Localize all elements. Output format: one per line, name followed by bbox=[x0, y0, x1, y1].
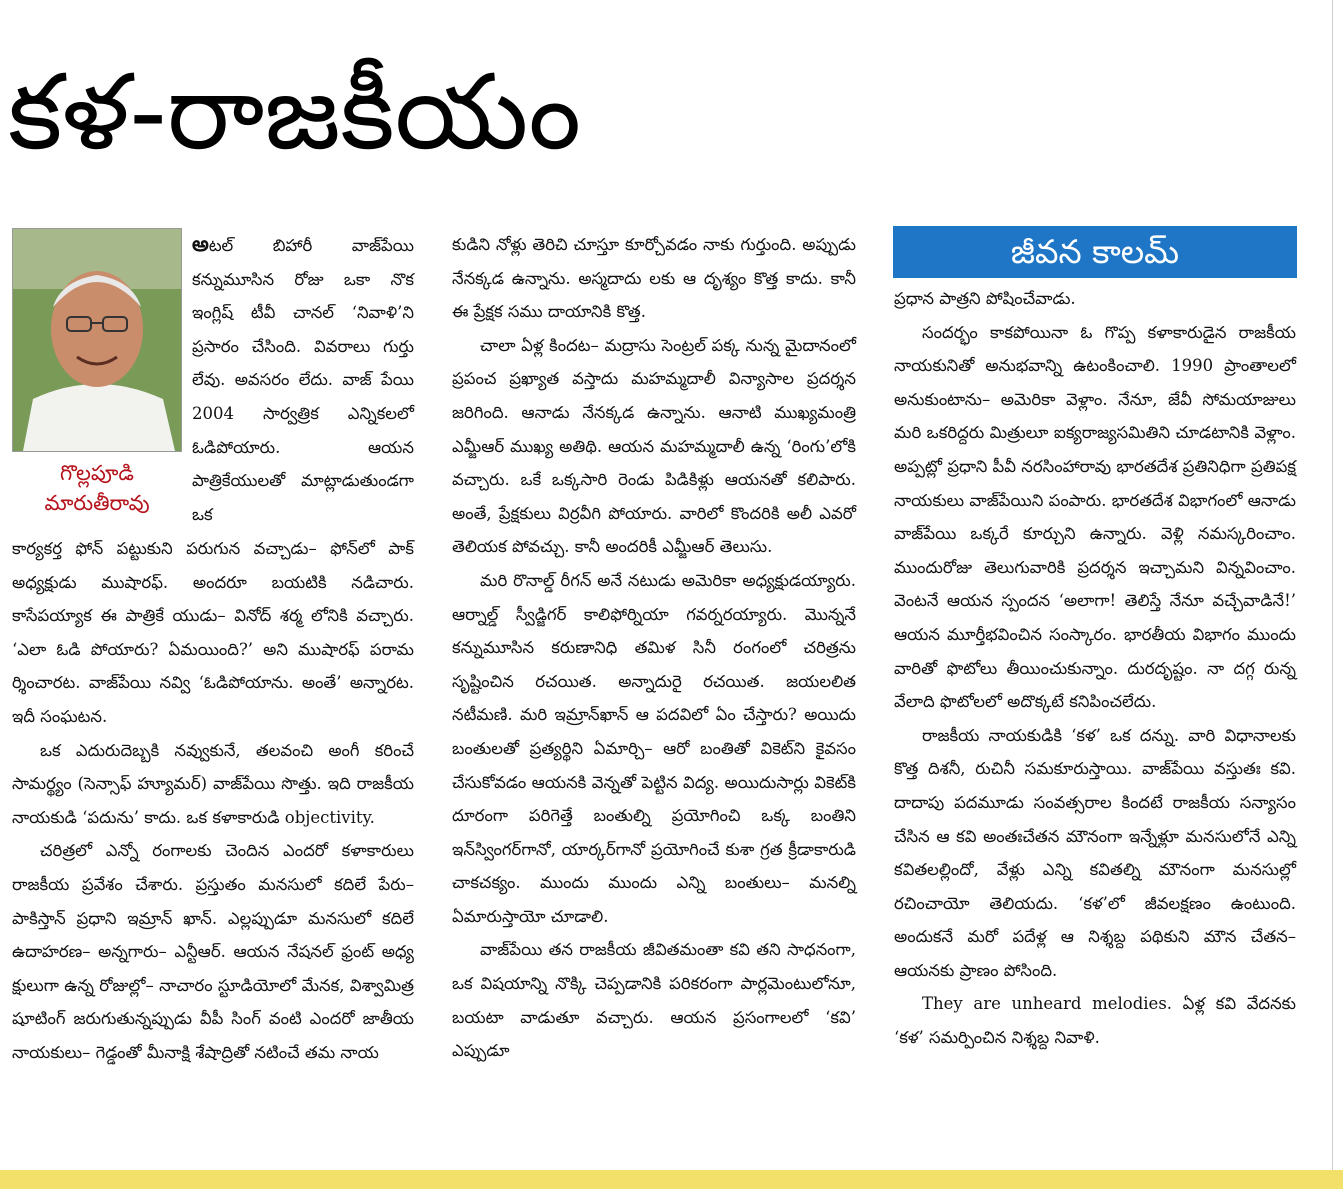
column-1-bottom bbox=[12, 532, 414, 1070]
author-name-line1: గొల్లపూడి bbox=[60, 461, 134, 485]
paragraph: మరి రొనాల్డ్ రీగన్ అనే నటుడు అమెరికా అధ్యక్షుడయ్యారు. ఆర్నాల్డ్ స్వీడ్జిగర్ కాలిఫోర్నియా గవర్నరయ్యారు. మొన్ననే కన్నుమూసిన కరుణానిధి తమిళ సినీ రంగంలో చరిత్రను సృష్టించిన రచయిత. అన్నాదురై రచయిత. జయలలిత నటీమణి. మరి ఇమ్రాన్‌ఖాన్ ఆ పదవిలో ఏం చేస్తారు? అయిదు బంతులతో ప్రత్యర్థిని ఏమార్చి– ఆరో బంతితో వికెట్‌ని కైవసం చేసుకోవడం ఆయనకి వెన్నతో పెట్టిన విద్య. అయిదుసార్లు వికెట్‌కి దూరంగా పరిగెత్తే బంతుల్ని ప్రయోగించి ఒక్క బంతిని ఇన్‌స్వింగర్‌గానో, యార్కర్‌గానో ప్రయోగించే కుశా గ్రత క్రీడాకారుడి చాకచక్యం. ముందు ముందు ఎన్ని బంతులు– మనల్ని ఏమారుస్తాయో చూడాలి. bbox=[452, 570, 856, 926]
paragraph: రాజకీయ నాయకుడికి ‘కళ’ ఒక దన్ను. వారి విధానాలకు కొత్త దిశనీ, రుచినీ సమకూరుస్తాయి. వాజ్‌పేయి వస్తుతః కవి. దాదాపు పదమూడు సంవత్సరాల కిందటే రాజకీయ సన్యాసం చేసిన ఆ కవి అంతఃచేతన మౌనంగా ఇన్నేళ్లూ మనసులోనే ఎన్ని కవితలల్లిందో, వేళ్లు ఎన్ని కవితల్ని మౌనంగా మనసుల్లో రచించాయో తెలియదు. ‘కళ’లో జీవలక్షణం ఉంటుంది. అందుకనే మరో పదేళ్ల ఆ నిశ్శబ్ద పథికుని మౌన చేతన– ఆయనకు ప్రాణం పోసింది. bbox=[894, 725, 1296, 980]
paragraph: కుడిని నోళ్లు తెరిచి చూస్తూ కూర్చోవడం నాకు గుర్తుంది. అప్పుడు నేనక్కడ ఉన్నాను. అస్మదాదు లకు ఆ దృశ్యం కొత్త కాదు. కానీ ఈ ప్రేక్షక సము దాయానికి కొత్త. bbox=[452, 235, 856, 322]
paragraph bbox=[192, 228, 414, 531]
paragraph: కార్యకర్త ఫోన్ పట్టుకుని పరుగున వచ్చాడు– ఫోన్‌లో పాక్ అధ్యక్షుడు ముషారఫ్. అందరూ బయటికి నడిచారు. కాసేపయ్యాక ఈ పాత్రికే యుడు– వినోద్ శర్మ లోనికి వచ్చారు. ‘ఎలా ఓడి పోయారు? ఏమయింది?’ అని ముషారఫ్ పరామ ర్శించారట. వాజ్‌పేయి నవ్వి ‘ఓడిపోయాను. అంతే’ అన్నారట. ఇదీ సంఘటన. bbox=[12, 539, 414, 726]
paragraph: ప్రధాన పాత్రని పోషించేవాడు. bbox=[894, 289, 1076, 308]
author-photo bbox=[12, 228, 182, 452]
column-title-banner: జీవన కాలమ్ bbox=[893, 226, 1297, 278]
paragraph: ఒక ఎదురుదెబ్బకి నవ్వుకునే, తలవంచి అంగీ కరించే సామర్థ్యం (సెన్సాఫ్ హ్యూమర్) వాజ్‌పేయి సొత్తు. ఇది రాజకీయ నాయకుడి ‘పదును’ కాదు. ఒక కళాకారుడి objectivity. bbox=[12, 740, 414, 827]
column-3 bbox=[894, 282, 1296, 1055]
paragraph: They are unheard melodies. ఏళ్ల కవి వేదనకు ‘కళ’ సమర్పించిన నిశ్శబ్ద నివాళి. bbox=[894, 994, 1296, 1048]
drop-cap: అ bbox=[192, 232, 209, 256]
column-2 bbox=[452, 228, 856, 1068]
bottom-strip bbox=[0, 1170, 1343, 1189]
paragraph: చరిత్రలో ఎన్నో రంగాలకు చెందిన ఎందరో కళాకారులు రాజకీయ ప్రవేశం చేశారు. ప్రస్తుతం మనసులో కదిలే పేరు– పాకిస్తాన్ ప్రధాని ఇమ్రాన్ ఖాన్. ఎల్లప్పుడూ మనసులో కదిలే ఉదాహరణ– అన్నగారు– ఎన్టీఆర్. ఆయన నేషనల్ ఫ్రంట్ అధ్య క్షులుగా ఉన్న రోజుల్లో– నాచారం స్టూడియోలో మేనక, విశ్వామిత్ర షూటింగ్ జరుగుతున్నప్పుడు వీపీ సింగ్ వంటి ఎందరో జాతీయ నాయకులు– గెడ్డంతో మీనాక్షి శేషాద్రితో నటించే తమ నాయ bbox=[12, 841, 414, 1062]
page-edge-rule bbox=[1332, 0, 1333, 1170]
headline: కళ-రాజకీయం bbox=[8, 51, 582, 173]
author-name-line2: మారుతీరావు bbox=[44, 491, 150, 515]
paragraph: వాజ్‌పేయి తన రాజకీయ జీవితమంతా కవి తని సాధనంగా, ఒక విషయాన్ని నొక్కి చెప్పడానికి పరికరంగా పార్లమెంటులోనూ, బయటా వాడుతూ వచ్చారు. ఆయన ప్రసంగాలలో ‘కవి’ ఎప్పుడూ bbox=[452, 940, 856, 1061]
author-byline bbox=[12, 458, 182, 518]
column-1-top bbox=[192, 228, 414, 531]
paragraph-text: టల్ బిహారీ వాజ్‌పేయి కన్నుమూసిన రోజు ఒకా నొక ఇంగ్లిష్ టీవీ చానల్ ‘నివాళి’ని ప్రసారం చేసింది. వివరాలు గుర్తు లేవు. అవసరం లేదు. వాజ్ పేయి 2004 సార్వత్రిక ఎన్నికలలో ఓడిపోయారు. ఆయన పాత్రికేయులతో మాట్లాడుతుండగా ఒక bbox=[192, 236, 414, 524]
paragraph: సందర్భం కాకపోయినా ఓ గొప్ప కళాకారుడైన రాజకీయ నాయకునితో అనుభవాన్ని ఉటంకించాలి. 1990 ప్రాంతాలలో అనుకుంటాను– అమెరికా వెళ్లాం. నేనూ, జేవీ సోమయాజులు మరి ఒకరిద్దరు మిత్రులూ ఐక్యరాజ్యసమితిని చూడటానికి వెళ్లాం. అప్పట్లో ప్రధాని పీవీ నరసింహారావు భారతదేశ ప్రతినిధిగా ప్రతిపక్ష నాయకులు వాజ్‌పేయిని పంపారు. భారతదేశ విభాగంలో ఆనాడు వాజ్‌పేయి ఒక్కరే కూర్చుని ఉన్నారు. వెళ్లి నమస్కరించాం. ముందురోజు తెలుగువారికి ప్రదర్శన ఇచ్చామని విన్నవించాం. వెంటనే ఆయన స్పందన ‘అలాగా! తెలిస్తే నేనూ వచ్చేవాడినే!’ ఆయన మూర్తీభవించిన సంస్కారం. భారతీయ విభాగం ముందు వారితో ఫొటోలు తీయించుకున్నాం. దురదృష్టం. నా దగ్గ రున్న వేలాది ఫొటోలలో అదొక్కటే కనిపించలేదు. bbox=[894, 322, 1296, 712]
paragraph: చాలా ఏళ్ల కిందట– మద్రాసు సెంట్రల్ పక్క నున్న మైదానంలో ప్రపంచ ప్రఖ్యాత వస్తాదు మహమ్మదాలీ విన్యాసాల ప్రదర్శన జరిగింది. ఆనాడు నేనక్కడ ఉన్నాను. ఆనాటి ముఖ్యమంత్రి ఎమ్జీఆర్ ముఖ్య అతిథి. ఆయన మహమ్మదాలీ ఉన్న ‘రింగు’లోకి వచ్చారు. ఒకే ఒక్కసారి రెండు పిడికిళ్లు ఆయనతో కలిపారు. అంతే, ప్రేక్షకులు విర్రవీగి పోయారు. వారిలో కొందరికి అలీ ఎవరో తెలియక పోవచ్చు. కానీ అందరికీ ఎమ్జీఆర్ తెలుసు. bbox=[452, 335, 856, 557]
